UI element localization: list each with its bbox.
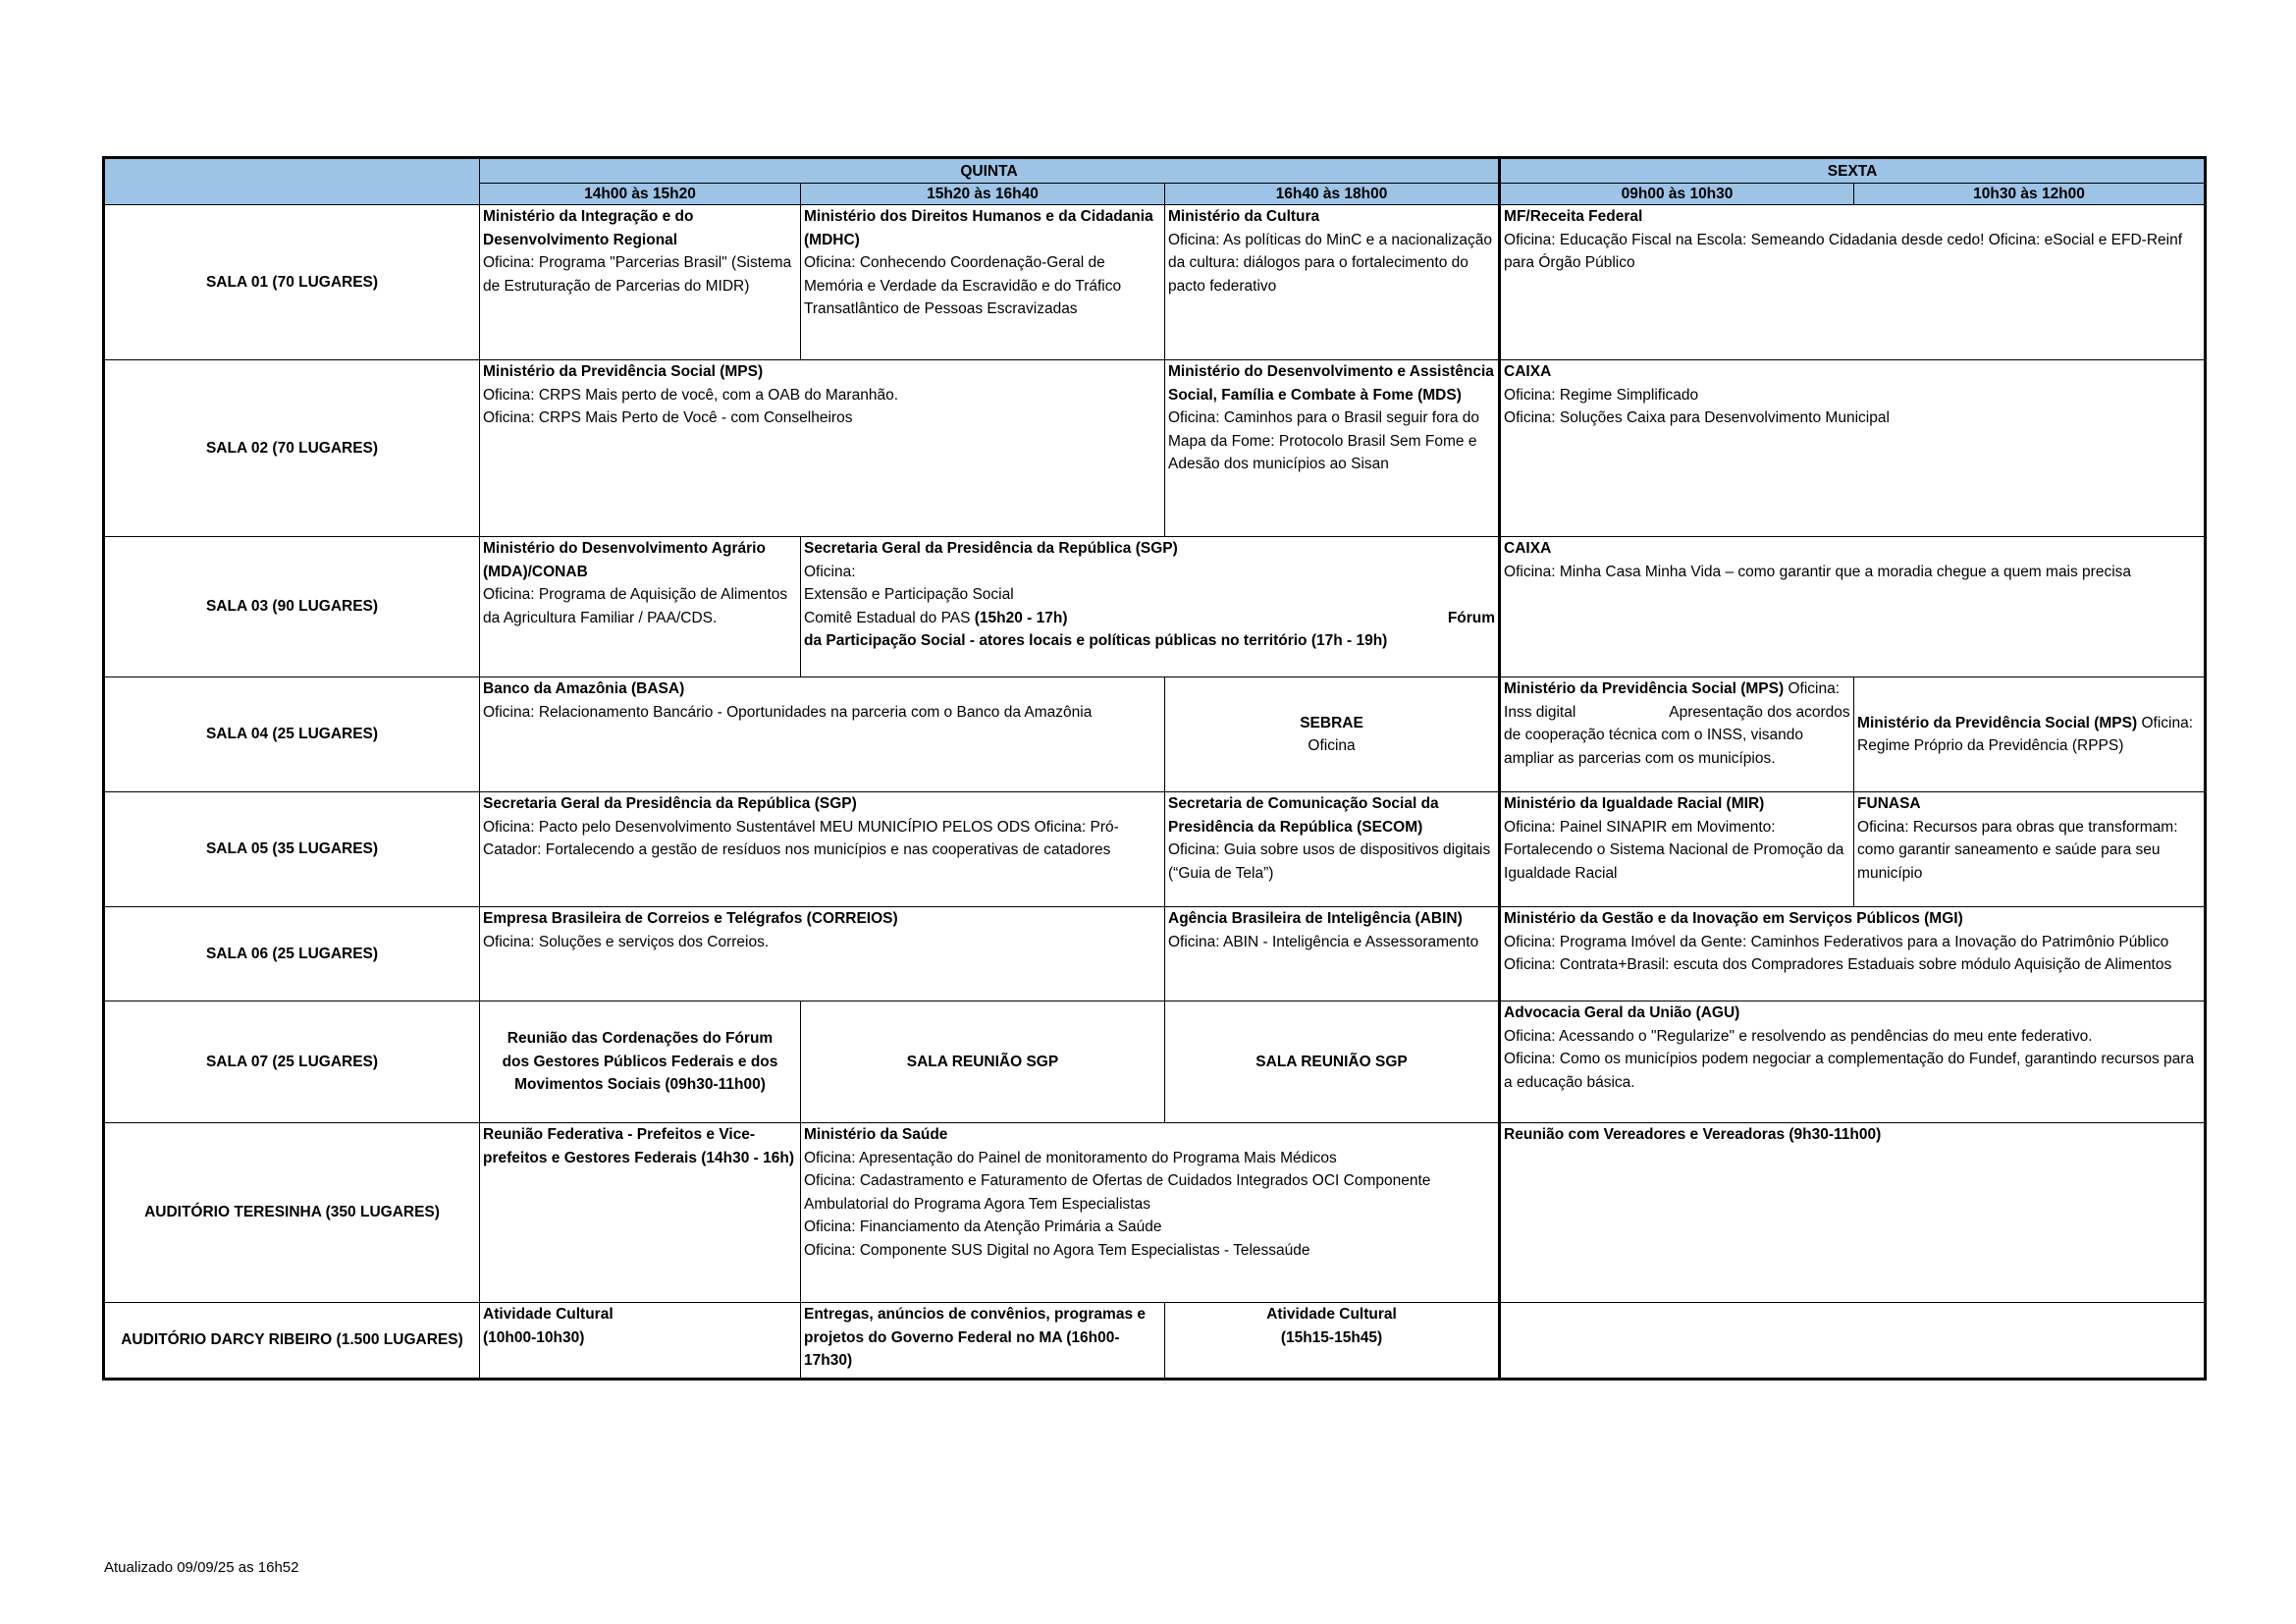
session-text-forum-row <box>804 607 1495 630</box>
session-text: Comitê Estadual do PAS <box>804 609 971 626</box>
session-org: Secretaria Geral da Presidência da República (SGP) <box>483 795 857 812</box>
session-org: Advocacia Geral da União (AGU) <box>1504 1004 1740 1021</box>
session-org: Banco da Amazônia (BASA) <box>483 680 685 697</box>
room-label: SALA 03 (90 LUGARES) <box>104 537 480 677</box>
room-label: SALA 06 (25 LUGARES) <box>104 907 480 1001</box>
session-text: Oficina: Programa "Parcerias Brasil" (Sistema de Estruturação de Parcerias do MIDR) <box>483 254 792 295</box>
session-text: da Participação Social - atores locais e políticas públicas no território (17h - 19h) <box>804 632 1388 649</box>
session-text-pas <box>804 607 1068 630</box>
session-text: Oficina: <box>804 563 856 580</box>
session-text: Oficina: Financiamento da Atenção Primária a Saúde <box>804 1218 1162 1235</box>
schedule-table <box>102 156 2207 1380</box>
session-cell <box>480 1123 801 1303</box>
session-cell <box>480 360 1165 537</box>
session-cell <box>1500 1001 2206 1123</box>
session-cell <box>1500 792 1854 907</box>
session-org: FUNASA <box>1857 795 1921 812</box>
row-sala-04 <box>104 677 2206 792</box>
session-text: Oficina: Como os municípios podem negociar a complementação do Fundef, garantindo recursos para a educação básica. <box>1504 1051 2195 1091</box>
session-cell <box>480 1001 801 1123</box>
session-org: Ministério da Previdência Social (MPS) <box>1857 714 2138 731</box>
session-cell <box>1500 205 2206 360</box>
room-label: AUDITÓRIO TERESINHA (350 LUGARES) <box>104 1123 480 1303</box>
session-org: Secretaria Geral da Presidência da República (SGP) <box>804 540 1178 557</box>
session-org: Ministério da Igualdade Racial (MIR) <box>1504 795 1765 812</box>
session-text: Atividade Cultural <box>1266 1306 1397 1323</box>
session-text: Oficina: Programa de Aquisição de Alimentos da Agricultura Familiar / PAA/CDS. <box>483 586 788 626</box>
session-text: Oficina: Regime Simplificado <box>1504 386 1699 404</box>
session-text: Oficina: Cadastramento e Faturamento de Ofertas de Cuidados Integrados OCI Componente Ambulatorial do Programa Agora Tem Especialistas <box>804 1172 1431 1213</box>
session-cell <box>1500 907 2206 1001</box>
session-text: SALA REUNIÃO SGP <box>1255 1053 1408 1070</box>
row-sala-05 <box>104 792 2206 907</box>
session-cell <box>1500 1123 2206 1303</box>
session-cell <box>801 537 1500 677</box>
session-cell-empty <box>1500 1303 2206 1380</box>
session-org: Ministério da Integração e do Desenvolvimento Regional <box>483 208 694 248</box>
session-org: Ministério da Gestão e da Inovação em Serviços Públicos (MGI) <box>1504 910 1963 927</box>
session-text: Oficina: Acessando o "Regularize" e resolvendo as pendências do meu ente federativo. <box>1504 1027 2093 1045</box>
session-org: Secretaria de Comunicação Social da Presidência da República (SECOM) <box>1168 795 1439 836</box>
session-text: Apresentação dos acordos de cooperação técnica com o INSS, visando ampliar as parcerias com os municípios. <box>1504 703 1850 767</box>
room-label: SALA 05 (35 LUGARES) <box>104 792 480 907</box>
session-text: Oficina: Educação Fiscal na Escola: Semeando Cidadania desde cedo! Oficina: eSocial e EFD-Reinf para Órgão Público <box>1504 231 2183 271</box>
updated-note: Atualizado 09/09/25 as 16h52 <box>104 1559 299 1576</box>
slot-16h40: 16h40 às 18h00 <box>1165 184 1500 205</box>
session-text: Reunião com Vereadores e Vereadoras (9h30-11h00) <box>1504 1126 1882 1143</box>
session-org: Agência Brasileira de Inteligência (ABIN) <box>1168 910 1463 927</box>
session-org: Ministério do Desenvolvimento e Assistência Social, Família e Combate à Fome (MDS) <box>1168 363 1494 404</box>
session-text: Atividade Cultural <box>483 1306 614 1323</box>
session-text: Reunião das Cordenações do Fórum dos Gestores Públicos Federais e dos Movimentos Sociais (09h30-11h00) <box>502 1030 778 1094</box>
row-sala-07 <box>104 1001 2206 1123</box>
session-text: Oficina: Programa Imóvel da Gente: Caminhos Federativos para a Inovação do Patrimônio Público <box>1504 933 2169 950</box>
session-cell <box>1854 792 2206 907</box>
session-cell <box>480 205 801 360</box>
session-text: SALA REUNIÃO SGP <box>906 1053 1059 1070</box>
session-text: Fórum <box>1447 609 1496 626</box>
session-cell <box>480 537 801 677</box>
session-org: Ministério dos Direitos Humanos e da Cidadania (MDHC) <box>804 208 1153 248</box>
row-sala-01 <box>104 205 2206 360</box>
room-label: AUDITÓRIO DARCY RIBEIRO (1.500 LUGARES) <box>104 1303 480 1380</box>
session-text: Oficina: Pacto pelo Desenvolvimento Sustentável MEU MUNICÍPIO PELOS ODS Oficina: Pró-Catador: Fortalecendo a gestão de resíduos nos municípios e nas cooperativas de catadores <box>483 818 1119 858</box>
session-text: Oficina: ABIN - Inteligência e Assessoramento <box>1168 933 1479 950</box>
session-text: Oficina: Caminhos para o Brasil seguir fora do Mapa da Fome: Protocolo Brasil Sem Fome e Adesão dos municípios ao Sisan <box>1168 409 1480 472</box>
session-cell <box>1854 677 2206 792</box>
session-text: Oficina: Minha Casa Minha Vida – como garantir que a moradia chegue a quem mais precisa <box>1504 563 2132 580</box>
session-org: Empresa Brasileira de Correios e Telégrafos (CORREIOS) <box>483 910 898 927</box>
day-friday: SEXTA <box>1500 158 2206 184</box>
session-text: (15h15-15h45) <box>1280 1328 1383 1346</box>
session-text: Oficina: Regime Próprio da Previdência (RPPS) <box>1857 714 2194 754</box>
session-text: Oficina: Relacionamento Bancário - Oportunidades na parceria com o Banco da Amazônia <box>483 703 1093 721</box>
session-text: Oficina: Componente SUS Digital no Agora Tem Especialistas - Telessaúde <box>804 1241 1310 1259</box>
session-cell <box>1165 1303 1500 1380</box>
row-sala-02 <box>104 360 2206 537</box>
session-cell <box>801 205 1165 360</box>
slot-09h00: 09h00 às 10h30 <box>1500 184 1854 205</box>
row-sala-03 <box>104 537 2206 677</box>
session-cell <box>480 907 1165 1001</box>
session-cell <box>1500 360 2206 537</box>
session-text: Oficina: Apresentação do Painel de monitoramento do Programa Mais Médicos <box>804 1149 1337 1166</box>
session-org: Ministério da Cultura <box>1168 208 1320 225</box>
session-org: MF/Receita Federal <box>1504 208 1643 225</box>
session-text: Oficina: Conhecendo Coordenação-Geral de Memória e Verdade da Escravidão e do Tráfico Transatlântico de Pessoas Escravizadas <box>804 254 1122 317</box>
slot-10h30: 10h30 às 12h00 <box>1854 184 2206 205</box>
session-cell <box>801 1001 1165 1123</box>
session-cell <box>1165 677 1500 792</box>
session-text: Oficina: Guia sobre usos de dispositivos digitais (“Guia de Tela”) <box>1168 841 1491 882</box>
slot-15h20: 15h20 às 16h40 <box>801 184 1165 205</box>
session-org: CAIXA <box>1504 363 1552 380</box>
session-text: Oficina: Recursos para obras que transformam: como garantir saneamento e saúde para seu município <box>1857 818 2178 882</box>
session-text: Oficina: Inss digital <box>1504 680 1841 721</box>
slot-14h00: 14h00 às 15h20 <box>480 184 801 205</box>
session-cell <box>1500 677 1854 792</box>
session-cell <box>480 1303 801 1380</box>
session-org: Ministério da Saúde <box>804 1126 948 1143</box>
session-org: CAIXA <box>1504 540 1552 557</box>
session-text: Oficina: CRPS Mais perto de você, com a OAB do Maranhão. <box>483 386 898 404</box>
session-text: Oficina: As políticas do MinC e a nacionalização da cultura: diálogos para o fortalecimento do pacto federativo <box>1168 231 1492 295</box>
session-cell <box>1165 360 1500 537</box>
session-text: Extensão e Participação Social <box>804 586 1014 603</box>
session-org: Ministério da Previdência Social (MPS) <box>483 363 764 380</box>
session-cell <box>480 677 1165 792</box>
session-text: Reunião Federativa - Prefeitos e Vice-prefeitos e Gestores Federais (14h30 - 16h) <box>483 1126 795 1166</box>
session-org: Ministério da Previdência Social (MPS) <box>1504 680 1785 697</box>
row-auditorio-darcy-ribeiro <box>104 1303 2206 1380</box>
session-text: Oficina: Soluções e serviços dos Correios. <box>483 933 770 950</box>
session-cell <box>801 1303 1165 1380</box>
row-auditorio-teresinha <box>104 1123 2206 1303</box>
session-cell <box>1500 537 2206 677</box>
header-corner <box>104 158 480 205</box>
session-text: Oficina: Soluções Caixa para Desenvolvimento Municipal <box>1504 409 1890 426</box>
header-row-days <box>104 158 2206 184</box>
session-cell <box>1165 1001 1500 1123</box>
session-cell <box>480 792 1165 907</box>
session-text: (10h00-10h30) <box>483 1328 585 1346</box>
session-org: Ministério do Desenvolvimento Agrário (MDA)/CONAB <box>483 540 766 580</box>
session-cell <box>1165 205 1500 360</box>
session-time: (15h20 - 17h) <box>974 609 1068 626</box>
room-label: SALA 07 (25 LUGARES) <box>104 1001 480 1123</box>
session-text: Entregas, anúncios de convênios, programas e projetos do Governo Federal no MA (16h00-17h30) <box>804 1306 1146 1369</box>
session-cell <box>1165 907 1500 1001</box>
row-sala-06 <box>104 907 2206 1001</box>
day-thursday: QUINTA <box>480 158 1500 184</box>
session-text: Oficina: CRPS Mais Perto de Você - com Conselheiros <box>483 409 853 426</box>
session-text: Oficina: Painel SINAPIR em Movimento: Fortalecendo o Sistema Nacional de Promoção da Igualdade Racial <box>1504 818 1844 882</box>
session-text: Oficina: Contrata+Brasil: escuta dos Compradores Estaduais sobre módulo Aquisição de Alimentos <box>1504 956 2172 973</box>
room-label: SALA 02 (70 LUGARES) <box>104 360 480 537</box>
session-text: Oficina <box>1308 737 1356 754</box>
room-label: SALA 01 (70 LUGARES) <box>104 205 480 360</box>
session-org: SEBRAE <box>1300 714 1363 731</box>
room-label: SALA 04 (25 LUGARES) <box>104 677 480 792</box>
session-cell <box>1165 792 1500 907</box>
session-cell <box>801 1123 1500 1303</box>
